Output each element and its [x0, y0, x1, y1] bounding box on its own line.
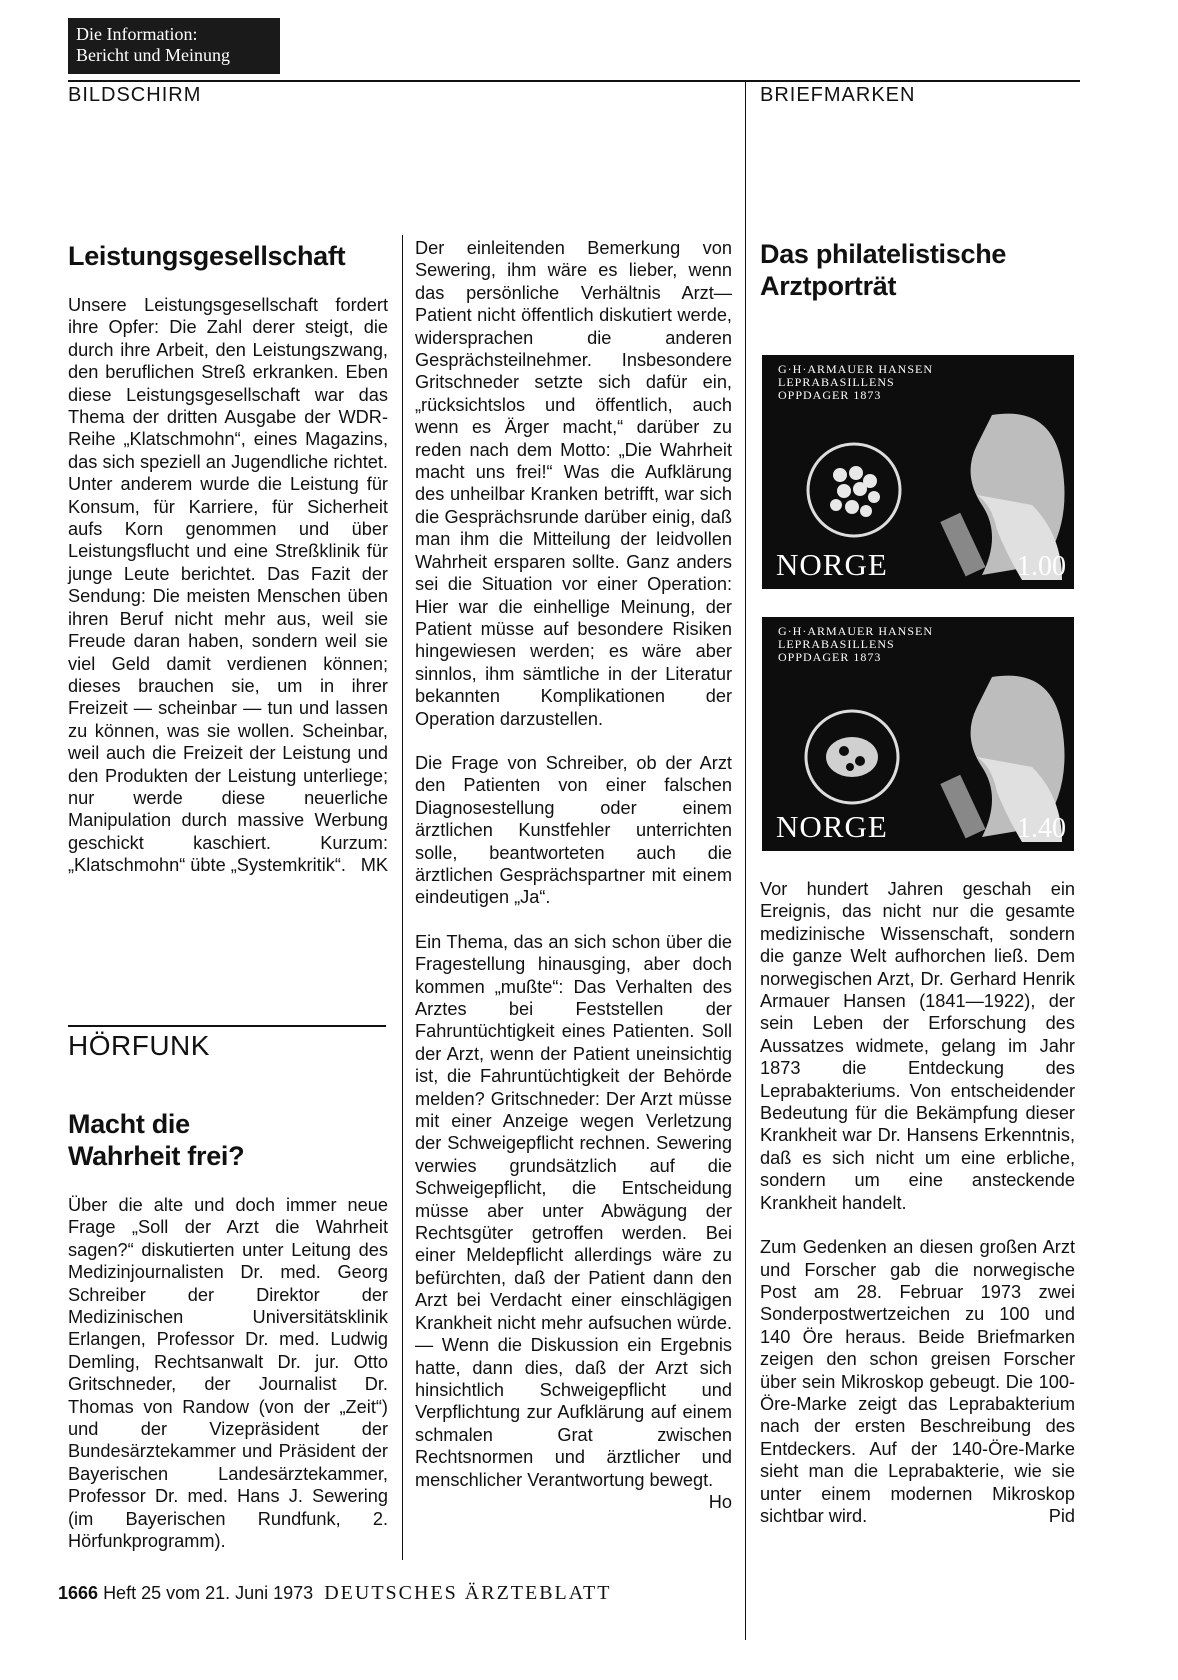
- stamp-caption: [778, 363, 933, 402]
- masthead-line1: Die Information:: [76, 24, 198, 44]
- caption-line: OPPDAGER 1873: [778, 650, 882, 664]
- caption-line: G·H·ARMAUER HANSEN: [778, 624, 933, 638]
- paragraph: Über die alte und doch immer neue Frage „Soll der Arzt die Wahrheit sagen?“ diskutierten unter Leitung des Medizinjournalisten Dr. med. Georg Schreiber der Direktor der Medizinischen Universitätsklinik Erlangen, Professor Dr. med. Ludwig Demling, Rechtsanwalt Dr. jur. Otto Gritschneder, der Journalist Dr. Thomas von Randow (von der „Zeit“) und der Vizepräsident der Bundesärztekammer und Präsident der Bayerischen Landesärztekammer, Professor Dr. med. Hans J. Sewering (im Bayerischen Rundfunk, 2. Hörfunkprogramm).: [68, 1195, 388, 1552]
- masthead-line2: Bericht und Meinung: [76, 45, 230, 65]
- caption-line: OPPDAGER 1873: [778, 388, 882, 402]
- column-divider-middle: [402, 235, 403, 1560]
- stamp-country: NORGE: [776, 809, 888, 844]
- caption-line: LEPRABASILLENS: [778, 637, 895, 651]
- article-title: Leistungsgesellschaft: [68, 241, 346, 271]
- article-wahrheit-part1: [68, 1108, 388, 1575]
- paragraph: Die Frage von Schreiber, ob der Arzt den Patienten von einer falschen Diagnosestellung oder einem ärztlichen Kunstfehler unterrichten solle, beantworteten auch die ärztlichen Gesprächspartner mit einem eindeutigen „Ja“.: [415, 752, 732, 908]
- stamp-country: NORGE: [776, 547, 888, 582]
- masthead: [68, 18, 280, 74]
- article-leistungsgesellschaft: [68, 240, 388, 899]
- section-label-hoerfunk: HÖRFUNK: [68, 1030, 210, 1061]
- paragraph: Zum Gedenken an diesen großen Arzt und Forscher gab die norwegische Post am 28. Februar 1973 zwei Sonderpostwertzeichen zu 100 und 140 Öre heraus. Beide Briefmarken zeigen den schon greisen Forscher über sein Mikroskop gebeugt. Die 100-Öre-Marke zeigt das Leprabakterium nach der ersten Beschreibung des Entdeckers. Auf der 140-Öre-Marke sieht man die Leprabakterie, wie sie unter einem modernen Mikroskop sichtbar wird.: [760, 1237, 1075, 1526]
- page-number: 1666: [58, 1583, 99, 1603]
- title-line: Das philatelistische: [760, 239, 1007, 269]
- section-label-briefmarken: BRIEFMARKEN: [760, 84, 916, 106]
- title-line: Macht die: [68, 1109, 190, 1139]
- author-signature: MK: [360, 855, 388, 876]
- stamp-value: 1.40: [1017, 813, 1066, 844]
- article-wahrheit-part2: [415, 237, 732, 1513]
- stamp-caption: [778, 625, 933, 664]
- article-body: Unsere Leistungsgesellschaft fordert ihre Opfer: Die Zahl derer steigt, die durch ihre Arbeit, den Leistungszwang, den beruflichen Streß erkranken. Eben diese Leistungsgesellschaft war das Thema der dritten Ausgabe der WDR-Reihe „Klatschmohn“, eines Magazins, das sich speziell an Jugendliche richtet. Unter anderem wurde die Leistung für Konsum, für Karriere, für Sicherheit aufs Korn genommen und über Leistungsflucht und eine Streßklinik für junge Leute berichtet. Das Fazit der Sendung: Die meisten Menschen üben ihren Beruf nicht mehr aus, weil sie Freude daran haben, sondern weil sie viel Geld damit verdienen können; dieses brauchen sie, um in ihrer Freizeit — scheinbar — tun und lassen zu können, was sie wollen. Scheinbar, weil auch die Freizeit der Leistung und den Produkten der Leistung unterliege; nur werde diese neuerliche Manipulation durch massive Werbung geschickt kaschiert. Kurzum: „Klatschmohn“ übte „Systemkritik“.: [68, 295, 388, 876]
- caption-line: G·H·ARMAUER HANSEN: [778, 362, 933, 376]
- stamp-100-oere: [762, 355, 1074, 589]
- author-signature: Ho: [708, 1491, 732, 1512]
- title-line: Arztporträt: [760, 271, 897, 301]
- stamp-value: 1.00: [1017, 551, 1066, 582]
- top-rule: [68, 80, 1080, 82]
- title-line: Wahrheit frei?: [68, 1141, 245, 1171]
- article-arztportraet-body: [760, 878, 1075, 1549]
- page-footer: [58, 1582, 611, 1605]
- caption-line: LEPRABASILLENS: [778, 375, 895, 389]
- paragraph: Der einleitenden Bemerkung von Sewering, ihm wäre es lieber, wenn das persönliche Verhältnis Arzt—Patient nicht öffentlich diskutiert werde, widersprachen die anderen Gesprächsteilnehmer. Insbesondere Gritschneder setzte sich dafür ein, „rücksichtslos und öffentlich, auch wenn es Ärger macht,“ darüber zu reden nach dem Motto: „Die Wahrheit macht uns frei!“ Was die Aufklärung des unheilbar Kranken betrifft, war sich die Gesprächsrunde darüber einig, daß man ihm die Mitteilung der leidvollen Wahrheit ersparen sollte. Ganz anders sei die Situation vor einer Operation: Hier war die einhellige Meinung, der Patient müsse auf besondere Risiken hingewiesen werden; es wäre aber sinnlos, ihm sämtliche in der Literatur bekannten Komplikationen der Operation darzustellen.: [415, 238, 732, 729]
- paragraph: Vor hundert Jahren geschah ein Ereignis, das nicht nur die gesamte medizinische Wissenschaft, sondern die ganze Welt aufhorchen ließ. Dem norwegischen Arzt, Dr. Gerhard Henrik Armauer Hansen (1841—1922), der sein Leben der Erforschung des Aussatzes widmete, gelang im Jahr 1873 die Entdeckung des Leprabakteriums. Von entscheidender Bedeutung für die Bekämpfung dieser Krankheit war Dr. Hansens Erkenntnis, daß es sich nicht um eine erbliche, sondern um eine ansteckende Krankheit handelt.: [760, 879, 1075, 1213]
- author-signature: Pid: [1048, 1505, 1075, 1526]
- article-title: [68, 1108, 388, 1172]
- column-divider-right: [745, 80, 746, 1640]
- publication-name: DEUTSCHES ÄRZTEBLATT: [324, 1582, 612, 1604]
- paragraph: Ein Thema, das an sich schon über die Fragestellung hinausging, aber doch kommen „mußte“: Das Verhalten des Arztes bei Feststellen der Fahruntüchtigkeit eines Patienten. Soll der Arzt, wenn der Patient uneinsichtig ist, die Fahruntüchtigkeit der Behörde melden? Gritschneder: Der Arzt müsse mit einer Anzeige wegen Verletzung der Schweigepflicht rechnen. Sewering verwies grundsätzlich auf die Schweigepflicht, die Entscheidung müsse aber unter Abwägung der Rechtsgüter getroffen werden. Bei einer Meldepflicht allerdings wäre zu befürchten, daß der Patient dann den Arzt bei Verdacht einer einschlägigen Krankheit nicht mehr aufsuchen würde. — Wenn die Diskussion ein Ergebnis hatte, dann dies, daß der Arzt sich hinsichtlich Schweigepflicht und Verpflichtung zur Aufklärung auf einem schmalen Grat zwischen Rechtsnormen und ärztlicher und menschlicher Verantwortung bewegt.: [415, 931, 732, 1490]
- issue-info: Heft 25 vom 21. Juni 1973: [103, 1583, 314, 1603]
- stamp-140-oere: [762, 617, 1074, 851]
- section-label-bildschirm: BILDSCHIRM: [68, 84, 202, 106]
- hoerfunk-rule: [68, 1025, 386, 1027]
- article-arztportraet-heading: [760, 238, 1075, 302]
- article-title: [760, 238, 1075, 302]
